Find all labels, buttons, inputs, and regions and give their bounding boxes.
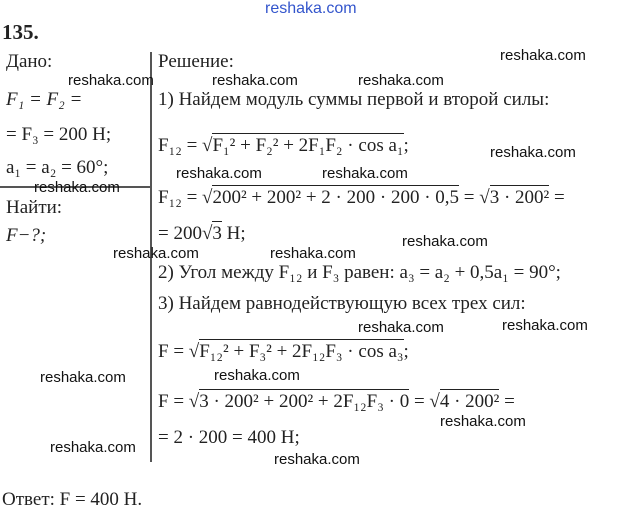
calc-radicand-2: 3 · 200² (489, 187, 550, 208)
watermark: reshaka.com (50, 439, 136, 456)
solution-heading: Решение: (158, 51, 234, 72)
result-f12 (158, 224, 246, 244)
formula-radicand: F₁² + F₂² + 2F₁F₂ · cos a₁ (212, 135, 404, 156)
formula-post: ; (403, 341, 409, 362)
calc-mid: = √ (409, 391, 440, 412)
given-line: a₁ = a₂ = 60°; (6, 157, 109, 178)
watermark: reshaka.com (502, 317, 588, 334)
watermark: reshaka.com (358, 319, 444, 336)
calc-f (158, 392, 515, 412)
watermark[interactable]: reshaka.com (265, 0, 357, 17)
formula-post: ; (403, 135, 409, 156)
solution-step-2: 2) Угол между F₁₂ и F₃ равен: a₃ = a₂ + 0,5a₁ = 90°; (158, 262, 561, 283)
formula-f (158, 342, 409, 362)
result-f: = 2 · 200 = 400 Н; (158, 427, 300, 448)
formula-radicand: F₁₂² + F₃² + 2F₁₂F₃ · cos a₃ (199, 341, 404, 362)
watermark: reshaka.com (176, 165, 262, 182)
result-pre: = 200√ (158, 223, 213, 244)
calc-radicand: 200² + 200² + 2 · 200 · 200 · 0,5 (212, 187, 460, 208)
watermark: reshaka.com (490, 144, 576, 161)
watermark: reshaka.com (270, 245, 356, 262)
watermark: reshaka.com (322, 165, 408, 182)
watermark: reshaka.com (68, 72, 154, 89)
formula-pre: F₁₂ = √ (158, 135, 213, 156)
watermark: reshaka.com (40, 369, 126, 386)
watermark: reshaka.com (212, 72, 298, 89)
answer: Ответ: F = 400 Н. (2, 489, 143, 510)
watermark: reshaka.com (402, 233, 488, 250)
calc-pre: F₁₂ = √ (158, 187, 213, 208)
watermark: reshaka.com (440, 413, 526, 430)
watermark: reshaka.com (274, 451, 360, 468)
given-line: = F₃ = 200 Н; (6, 124, 112, 145)
watermark: reshaka.com (214, 367, 300, 384)
watermark: reshaka.com (34, 179, 120, 196)
calc-pre: F = √ (158, 391, 200, 412)
given-line: F₁ = F₂ = (6, 89, 83, 110)
calc-post: = (549, 187, 565, 208)
formula-pre: F = √ (158, 341, 200, 362)
find-line: F−?; (6, 225, 47, 246)
formula-f12 (158, 136, 409, 156)
calc-post: = (499, 391, 515, 412)
calc-f12 (158, 188, 565, 208)
find-heading: Найти: (6, 197, 63, 218)
calc-radicand-2: 4 · 200² (439, 391, 500, 412)
given-heading: Дано: (6, 51, 53, 72)
watermark: reshaka.com (358, 72, 444, 89)
solution-step-3: 3) Найдем равнодействующую всех трех сил: (158, 293, 526, 314)
calc-mid: = √ (459, 187, 490, 208)
watermark: reshaka.com (113, 245, 199, 262)
result-radicand: 3 (212, 223, 222, 244)
result-post: Н; (221, 223, 246, 244)
problem-number: 135. (2, 20, 39, 44)
watermark: reshaka.com (500, 47, 586, 64)
solution-step-1: 1) Найдем модуль суммы первой и второй силы: (158, 89, 550, 110)
calc-radicand: 3 · 200² + 200² + 2F₁₂F₃ · 0 (199, 391, 410, 412)
